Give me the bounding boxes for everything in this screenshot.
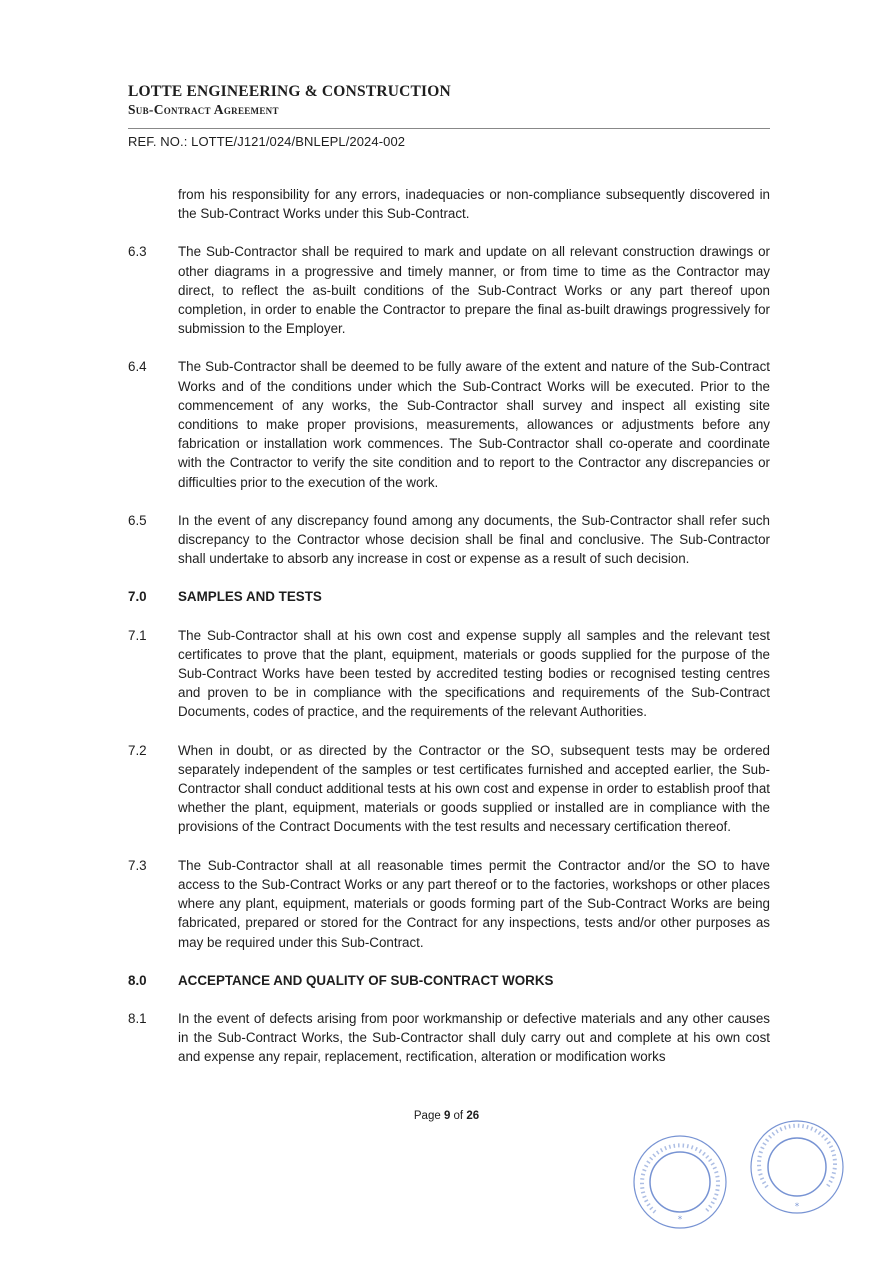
clause-text: In the event of any discrepancy found among any documents, the Sub-Contractor shall refer such discrepancy to the Contractor whose decision shall be final and conclusive. The Sub-Contractor shall undertake to absorb any increase in cost or expense as a result of such decision. (178, 512, 770, 567)
section-title: ACCEPTANCE AND QUALITY OF SUB-CONTRACT WORKS (178, 972, 554, 988)
section-heading-8 (128, 971, 770, 990)
clause-number: 7.3 (128, 857, 147, 873)
clause-number: 6.5 (128, 512, 147, 528)
page-of: of (450, 1110, 467, 1122)
page-prefix: Page (413, 1110, 444, 1122)
clause-text: The Sub-Contractor shall at his own cost and expense supply all samples and the relevant test certificates to prove that the plant, equipment, materials or goods supplied for the purpose of the Sub-Contract Works have been tested by accredited testing bodies or recognised testing centres and proven to be in compliance with the specifications and requirements of the Sub-Contract Documents, codes of practice, and the requirements of the relevant Authorities. (178, 627, 770, 720)
section-number: 8.0 (128, 972, 147, 988)
clause-6-4 (128, 357, 770, 491)
lotte-company-stamp (747, 1117, 847, 1217)
section-heading-7 (128, 587, 770, 606)
clause-text: The Sub-Contractor shall be deemed to be fully aware of the extent and nature of the Sub-Contract Works and of the conditions under which the Sub-Contract Works will be executed. Prior to the commencement of any works, the Sub-Contractor shall survey and inspect all existing site conditions to make proper provisions, measurements, allowances or adjustments before any fabrication or installation work commences. The Sub-Contractor shall co-operate and coordinate with the Contractor to verify the site condition and to report to the Contractor any discrepancies or difficulties prior to the execution of the work. (178, 359, 770, 490)
clause-number: 7.2 (128, 742, 147, 758)
page-number: 9 (443, 1110, 451, 1122)
clause-number: 6.3 (128, 244, 147, 260)
clause-text: When in doubt, or as directed by the Contractor or the SO, subsequent tests may be ordered separately independent of the samples or test certificates furnished and accepted earlier, the Sub-Contractor shall conduct additional tests at his own cost and expense in order to establish proof that whether the plant, equipment, materials or goods supplied or installed are in compliance with the provisions of the Contract Documents with the test results and necessary certification thereof. (178, 742, 770, 835)
clause-7-3 (128, 856, 770, 952)
document-header (128, 83, 770, 149)
clause-text: The Sub-Contractor shall be required to mark and update on all relevant construction drawings or other diagrams in a progressive and timely manner, or from time to time as the Contractor may direct, to reflect the as-built conditions of the Sub-Contract Works or any part thereof upon completion, in order to enable the Contractor to prepare the final as-built drawings progressively for submission to the Employer. (178, 244, 770, 337)
clause-text: The Sub-Contractor shall at all reasonable times permit the Contractor and/or the SO to have access to the Sub-Contract Works or any part thereof or to the factories, workshops or other places where any plant, equipment, materials or goods forming part of the Sub-Contract Works are being fabricated, prepared or stored for the Contract for any inspections, tests and/or other purposes as may be required under this Sub-Contract. (178, 857, 770, 950)
section-number: 7.0 (128, 589, 147, 605)
clause-7-2 (128, 741, 770, 837)
clause-6-5 (128, 511, 770, 569)
document-body (128, 185, 770, 1067)
clause-number: 6.4 (128, 359, 147, 375)
svg-text:*: * (677, 1215, 683, 1225)
clause-number: 7.1 (128, 627, 147, 643)
header-divider (128, 128, 770, 129)
page-total: 26 (466, 1110, 480, 1122)
section-title: SAMPLES AND TESTS (178, 589, 322, 605)
clause-number: 8.1 (128, 1010, 147, 1026)
document-subtitle: Sub-Contract Agreement (128, 102, 279, 117)
reference-number: REF. NO.: LOTTE/J121/024/BNLEPL/2024-002 (128, 134, 406, 149)
clause-8-1 (128, 1009, 770, 1067)
clause-7-1 (128, 626, 770, 722)
svg-text:*: * (794, 1202, 800, 1212)
continuation-text: from his responsibility for any errors, inadequacies or non-compliance subsequently discovered in the Sub-Contract Works under this Sub-Contract. (178, 187, 770, 222)
continuation-paragraph (128, 185, 770, 223)
clause-6-3 (128, 242, 770, 338)
bnl-company-stamp (630, 1132, 730, 1232)
company-name: LOTTE ENGINEERING & CONSTRUCTION (128, 83, 451, 100)
clause-text: In the event of defects arising from poor workmanship or defective materials and any other causes in the Sub-Contract Works, the Sub-Contractor shall duly carry out and complete at his own cost and expense any repair, replacement, rectification, alteration or modification works (178, 1010, 770, 1065)
